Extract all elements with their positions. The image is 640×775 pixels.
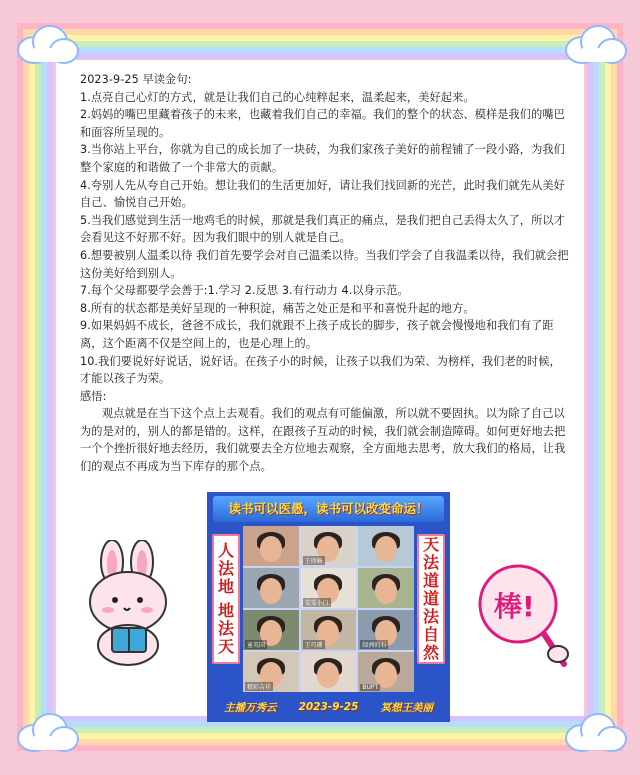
participant-name: BUPT: [362, 684, 379, 691]
meeting-screenshot: [207, 492, 450, 722]
video-tile: [301, 652, 357, 692]
left-vertical-char: 法: [217, 619, 234, 638]
left-vertical-char: 人: [217, 541, 234, 560]
quote-line-7: 7.每个父母都要学会善于:1.学习 2.反思 3.有行动力 4.以身示范。: [80, 284, 409, 298]
video-tile: [301, 610, 357, 650]
quote-line-2: 2.妈妈的嘴巴里藏着孩子的未来，也藏着我们自己的幸福。我们的整个的状态、模样是我们的嘴巴和面容所呈现的。: [80, 108, 565, 139]
left-vertical-char: 法: [217, 559, 234, 578]
video-tile: [301, 568, 357, 608]
right-vertical-char: 法: [422, 553, 439, 572]
footer-date: 2023-9-25: [298, 701, 359, 713]
sign-text: 棒!: [494, 590, 535, 623]
footer-host: 主播万秀云: [224, 701, 277, 714]
right-vertical-char: 法: [422, 607, 439, 626]
participant-name: 童英国: [247, 642, 266, 649]
participant-name: 王巧珊: [304, 642, 323, 649]
doc-title: 2023-9-25 早读金句:: [80, 73, 192, 86]
quote-line-4: 4.夸别人先从夸自己开始。想让我们的生活更加好，请让我们找回新的光芒，此时我们就先从美好自己、愉悦自己开始。: [80, 178, 565, 210]
quote-line-1: 1.点亮自己心灯的方式，就是让我们自己的心纯粹起来，温柔起来，美好起来。: [80, 90, 475, 104]
video-tile: [358, 526, 414, 566]
right-vertical-char: 道: [422, 589, 439, 608]
cloud-top-right-icon: [560, 20, 630, 68]
video-grid: [243, 526, 414, 692]
cloud-bottom-right-icon: [560, 708, 630, 756]
quote-text-block: [80, 71, 572, 476]
reflection-paragraph: 观点就是在当下这个点上去观看。我们的观点有可能偏激，所以就不要固执。以为除了自己以为的是对的，别人的都是错的。这样，在跟孩子互动的时候，我们就会制造障碍。如何更好地去把一个个挫折很好地去经历，我们就要去全方位地去观察，全方面地去思考，放大我们的格局，让我们的观点不再成为当下库存的那个点。: [80, 407, 566, 474]
video-tile: [358, 610, 414, 650]
footer-meditation: 冥想王美丽: [380, 701, 433, 714]
participant-name: 精彩吉祥: [247, 684, 272, 691]
left-vertical-banner: [212, 534, 240, 664]
quote-line-8: 8.所有的状态都是美好呈现的一种积淀，痛苦之处正是和平和喜悦升起的地方。: [80, 301, 475, 315]
photo-footer: [213, 696, 444, 718]
left-vertical-char: 天: [217, 637, 234, 656]
cloud-bottom-left-icon: [12, 708, 82, 756]
quote-line-3: 3.当你站上平台，你就为自己的成长加了一块砖，为我们家孩子美好的前程铺了一段小路，为我们整个家庭的和谐做了一个非常大的贡献。: [80, 143, 565, 174]
quote-line-9: 9.如果妈妈不成长，爸爸不成长，我们就跟不上孩子成长的脚步，孩子就会慢慢地和我们有了距离，这个距离不仅是空间上的，也是心理上的。: [80, 319, 554, 350]
participant-name: 绿洲的石: [362, 642, 387, 649]
bunny-reading-sticker-icon: [82, 540, 174, 670]
video-tile: [243, 610, 299, 650]
right-vertical-char: 然: [422, 643, 439, 662]
video-tile: [243, 652, 299, 692]
right-vertical-char: 道: [422, 571, 439, 590]
right-vertical-char: 天: [422, 535, 439, 554]
video-tile: [243, 526, 299, 566]
cloud-top-left-icon: [12, 20, 82, 68]
right-vertical-char: 自: [422, 625, 439, 644]
quote-line-10: 10.我们要说好好说话，说好话。在孩子小的时候，让孩子以我们为荣、为榜样，我们老的时候，才能以孩子为荣。: [80, 354, 561, 386]
quote-line-5: 5.当我们感觉到生活一地鸡毛的时候，那就是我们真正的痛点，是我们把自己丢得太久了，所以才会看见这不好那不好。因为我们眼中的别人就是自己。: [80, 213, 565, 245]
video-tile: [358, 652, 414, 692]
right-vertical-banner: [417, 534, 445, 664]
reflection-heading: 感悟:: [80, 389, 107, 403]
photo-banner: 读书可以医愚，读书可以改变命运！: [213, 496, 444, 522]
bang-sign-sticker-icon: [472, 560, 572, 670]
participant-name: 王周畅: [304, 558, 323, 565]
participant-name: 雯雯小白: [304, 600, 329, 607]
video-tile: [358, 568, 414, 608]
quote-line-6: 6.想要被别人温柔以待 我们首先要学会对自己温柔以待。当我们学会了自我温柔以待，我们就会把这份美好给到别人。: [80, 248, 569, 280]
left-vertical-char: 地: [217, 577, 234, 596]
left-vertical-char: 地: [217, 601, 234, 620]
video-tile: [301, 526, 357, 566]
video-tile: [243, 568, 299, 608]
